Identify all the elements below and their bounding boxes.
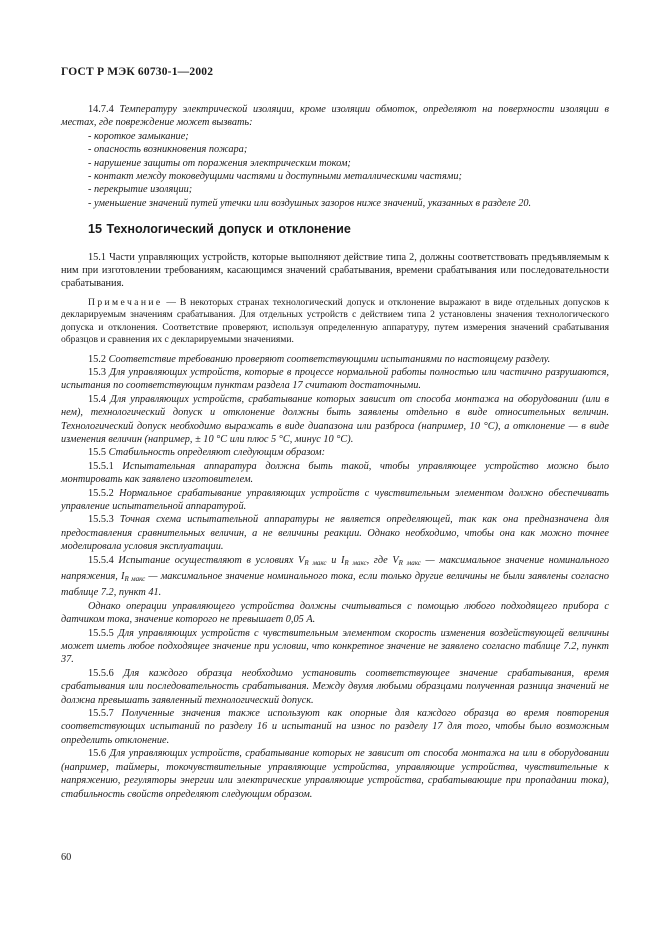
paragraph-14-7-4: 14.7.4 Температуру электрической изоляции, кроме изоляции обмоток, определяют на поверхности изоляции в местах, где повреждение может вызвать: — [61, 104, 610, 129]
list-item: - короткое замыкание; — [88, 130, 189, 142]
list-item: - нарушение защиты от поражения электрическим током; — [88, 157, 351, 169]
list-item: - контакт между токоведущими частями и доступными металлическими частями; — [88, 171, 462, 183]
paragraph-15-5-4-continued: Однако операции управляющего устройства должны считываться с помощью любого подходящего прибора с датчиком тока, значение которого не превышает 0,05 А. — [61, 600, 609, 626]
paragraph-15-5-4: 15.5.4 Испытание осуществляют в условиях $V_{R макс}$ и $I_{R макс}$, где $V_{R макс}$ — максимальное значение номинального напряжения, $I_{R макс}$ — максимальное значение номинального тока, если только другие величины не были заявлены согласно таблице 7.2, пункт 41. — [61, 554, 610, 599]
standard-header: ГОСТ Р МЭК 60730-1—2002 — [61, 66, 214, 78]
paragraph-15-5: 15.5 Стабильность определяют следующим образом: — [88, 447, 326, 459]
list-item: - опасность возникновения пожара; — [88, 144, 248, 156]
paragraph-15-5-6: 15.5.6 Для каждого образца необходимо установить соответствующее значение срабатывания, время срабатывания или последовательность срабатывания. Между двумя любыми образцами полученная разница значений не должна превышать заявленный технологический допуск. — [61, 667, 610, 706]
paragraph-15-6: 15.6 Для управляющих устройств, срабатывание которых не зависит от способа монтажа на или в оборудовании (например, таймеры, токочувствительные управляющие устройства, управляющие устройства, чувствительные к напряжению, регуляторы энергии или электрические управляющие устройства, срабатывающие при пропадании тока), стабильность свойств определяют следующим образом. — [61, 748, 609, 800]
page-content — [61, 103, 609, 801]
paragraph-15-5-2: 15.5.2 Нормальное срабатывание управляющих устройств с чувствительным элементом должно обеспечивать управление испытательной аппаратурой. — [61, 487, 609, 512]
list-item: - перекрытие изоляции; — [88, 184, 193, 196]
section-title: 15 Технологический допуск и отклонение — [88, 222, 351, 237]
paragraph-15-5-7: 15.5.7 Полученные значения также используют как опорные для каждого образца во время повторения соответствующих испытаний по разделу 16 и испытаний на износ по разделу 17 для того, чтобы было возможным определить отклонение. — [61, 708, 609, 746]
paragraph-15-3: 15.3 Для управляющих устройств, которые в процессе нормальной работы полностью или частично разрушаются, испытания по соответствующим пунктам раздела 17 считают достаточными. — [61, 366, 609, 392]
paragraph-15-5-5: 15.5.5 Для управляющих устройств с чувствительным элементом скорость изменения воздействующей величины может иметь любое подходящее значение при условии, что конкретное значение не заявлено согласно таблице 7.2, пункт 37. — [61, 627, 609, 666]
paragraph-15-1: 15.1 Части управляющих устройств, которые выполняют действие типа 2, должны соответствовать предъявляемым к ним при изготовлении требованиям, касающимся значений срабатывания, времени срабатывания или последовательности срабатывания. — [61, 251, 609, 290]
page-number: 60 — [61, 852, 72, 863]
note: Примечание — В некоторых странах технологический допуск и отклонение выражают в виде отдельных допусков к декларируемым значениям срабатывания. Для отдельных устройств с действием типа 2 установлены значения технологического допуска и отклонения. Соответствие проверяют, используя определенную аппаратуру, путем измерения значений срабатывания образцов и сравнения их с декларируемыми значениями. — [61, 296, 609, 346]
list-item: - уменьшение значений путей утечки или воздушных зазоров ниже значений, указанных в разделе 20. — [88, 197, 532, 209]
note-label: Примечание — [88, 296, 163, 308]
paragraph-15-2: 15.2 Соответствие требованию проверяют соответствующими испытаниями по настоящему разделу. — [88, 353, 551, 365]
paragraph-15-5-1: 15.5.1 Испытательная аппаратура должна быть такой, чтобы управляющее устройство можно было монтировать как заявлено изготовителем. — [61, 460, 609, 486]
paragraph-15-4: 15.4 Для управляющих устройств, срабатывание которых зависит от способа монтажа на оборудовании (или в нем), технологический допуск и отклонение должны быть заявлены отдельно в виде относительных величин. Технологический допуск необходимо выражать в виде диапазона или разброса (например, 10 °С), а отклонение — в виде изменения величин (например, ± 10 °С или плюс 5 °С, минус 10 °С). — [61, 393, 610, 445]
paragraph-15-5-3: 15.5.3 Точная схема испытательной аппаратуры не является определяющей, так как она предназначена для предоставления сравнительных величин, а не величины реакции. Однако необходимо, чтобы она как можно точнее моделировала условия эксплуатации. — [61, 514, 609, 553]
